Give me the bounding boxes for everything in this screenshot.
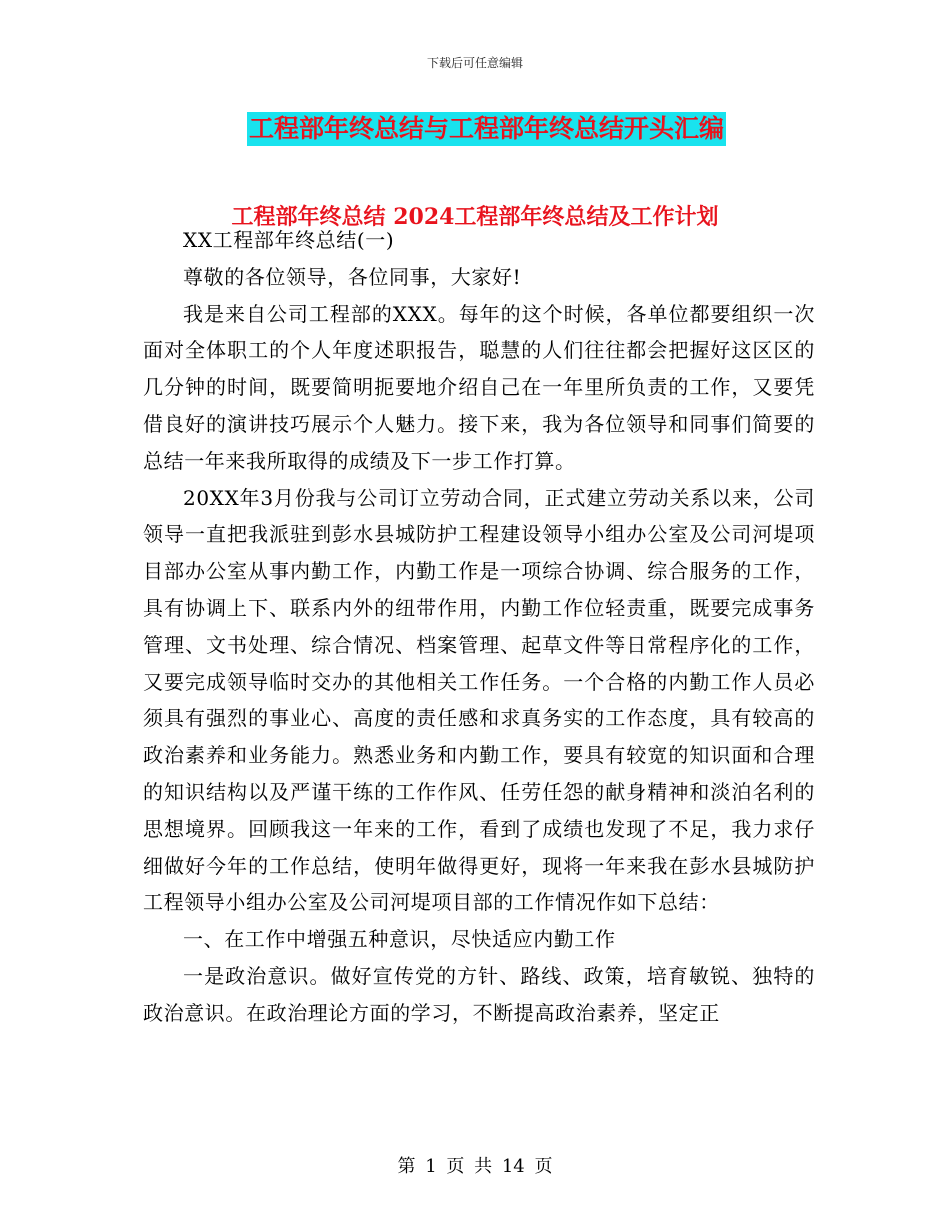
document-body xyxy=(143,222,815,1032)
paragraph-section-heading: 一、在工作中增强五种意识，尽快适应内勤工作 xyxy=(183,927,616,952)
document-main-title: 工程部年终总结与工程部年终总结开头汇编 xyxy=(247,112,726,146)
header-note: 下载后可任意编辑 xyxy=(426,56,523,70)
paragraph-heading: XX工程部年终总结(一) xyxy=(183,228,395,252)
paragraph-background: 20XX年3月份我与公司订立劳动合同，正式建立劳动关系以来，公司领导一直把我派驻到彭水县城防护工程建设领导小组办公室及公司河堤项目部办公室从事内勤工作，内勤工作是一项综合协调、综合服务的工作，具有协调上下、联系内外的纽带作用，内勤工作位轻责重，既要完成事务管理、文书处理、综合情况、档案管理、起草文件等日常程序化的工作，又要完成领导临时交办的其他相关工作任务。一个合格的内勤工作人员必须具有强烈的事业心、高度的责任感和求真务实的工作态度，具有较高的政治素养和业务能力。熟悉业务和内勤工作，要具有较宽的知识面和合理的知识结构以及严谨干练的工作作风、任劳任怨的献身精神和淡泊名利的思想境界。回顾我这一年来的工作，看到了成绩也发现了不足，我力求仔细做好今年的工作总结，使明年做得更好，现将一年来我在彭水县城防护工程领导小组办公室及公司河堤项目部的工作情况作如下总结： xyxy=(143,485,815,915)
paragraph-intro: 我是来自公司工程部的XXX。每年的这个时候，各单位都要组织一次面对全体职工的个人年度述职报告，聪慧的人们往往都会把握好这区区的几分钟的时间，既要简明扼要地介绍自己在一年里所负责的工作，又要凭借良好的演讲技巧展示个人魅力。接下来，我为各位领导和同事们简要的总结一年来我所取得的成绩及下一步工作打算。 xyxy=(143,301,815,473)
page-footer: 第 1 页 共 14 页 xyxy=(397,1156,553,1177)
document-sub-title: 工程部年终总结 2024工程部年终总结及工作计划 xyxy=(231,204,719,230)
paragraph-political-awareness: 一是政治意识。做好宣传党的方针、路线、政策，培育敏锐、独特的政治意识。在政治理论方面的学习，不断提高政治素养，坚定正 xyxy=(143,963,815,1025)
paragraph-greeting: 尊敬的各位领导，各位同事，大家好! xyxy=(183,264,522,289)
